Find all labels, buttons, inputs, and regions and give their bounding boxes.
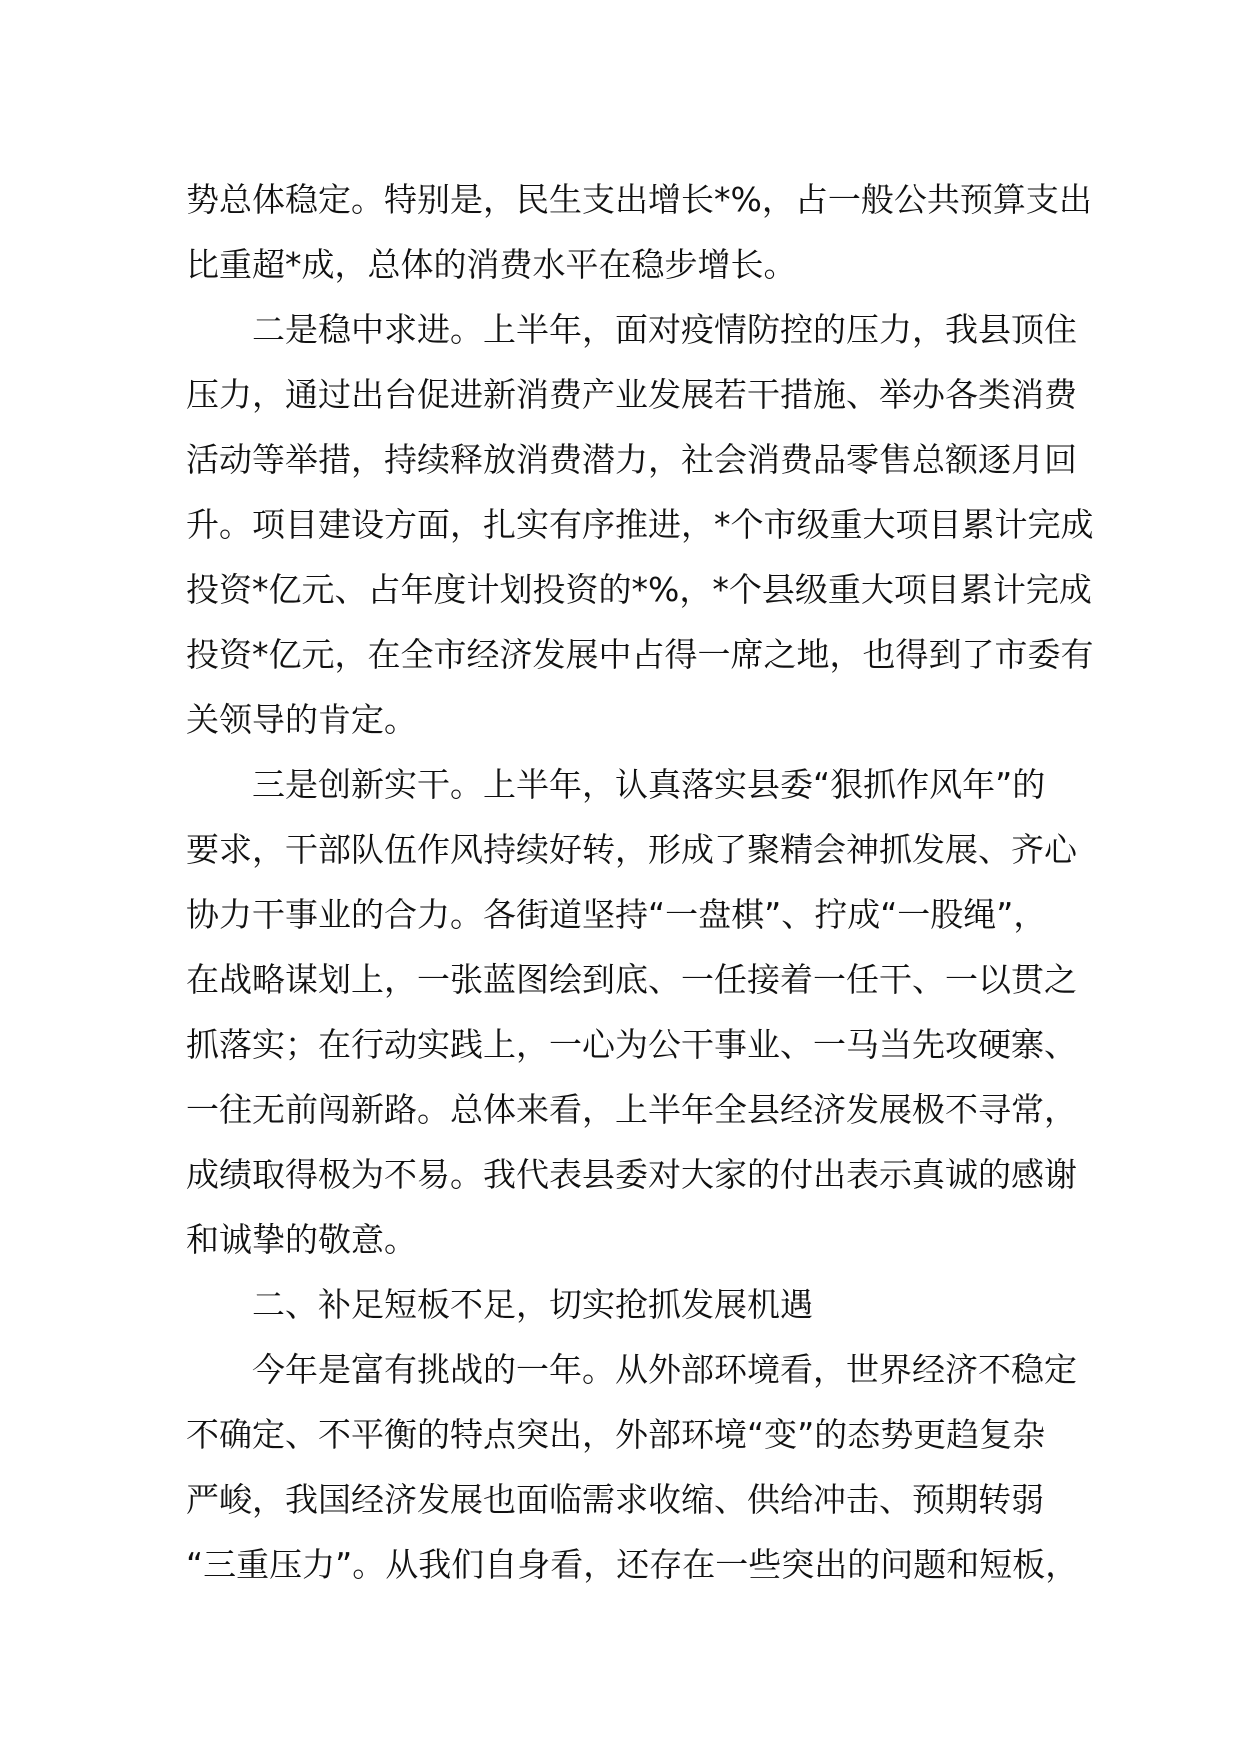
text-line: 投资*亿元、占年度计划投资的*%，*个县级重大项目累计完成 — [186, 570, 1092, 609]
text-line: 比重超*成，总体的消费水平在稳步增长。 — [186, 245, 797, 284]
text-line: 成绩取得极为不易。我代表县委对大家的付出表示真诚的感谢 — [186, 1155, 1077, 1194]
text-line: 三是创新实干。上半年，认真落实县委“狠抓作风年”的 — [252, 765, 1046, 804]
text-line: 升。项目建设方面，扎实有序推进，*个市级重大项目累计完成 — [186, 505, 1094, 544]
text-line: 要求，干部队伍作风持续好转，形成了聚精会神抓发展、齐心 — [186, 830, 1077, 869]
text-line: 抓落实；在行动实践上，一心为公干事业、一马当先攻硬寨、 — [186, 1025, 1077, 1064]
text-line: 严峻，我国经济发展也面临需求收缩、供给冲击、预期转弱 — [186, 1480, 1044, 1519]
text-line: 投资*亿元，在全市经济发展中占得一席之地，也得到了市委有 — [186, 635, 1094, 674]
text-line: 压力，通过出台促进新消费产业发展若干措施、举办各类消费 — [186, 375, 1077, 414]
text-line: 在战略谋划上，一张蓝图绘到底、一任接着一任干、一以贯之 — [186, 960, 1077, 999]
text-line: 和诚挚的敬意。 — [186, 1220, 417, 1259]
text-line: 势总体稳定。特别是，民生支出增长*%，占一般公共预算支出 — [186, 180, 1092, 219]
body-text — [186, 167, 1094, 1597]
text-line: 今年是富有挑战的一年。从外部环境看，世界经济不稳定 — [252, 1350, 1077, 1389]
text-line: “三重压力”。从我们自身看，还存在一些突出的问题和短板， — [186, 1545, 1079, 1584]
text-line: 二是稳中求进。上半年，面对疫情防控的压力，我县顶住 — [252, 310, 1077, 349]
text-line: 协力干事业的合力。各街道坚持“一盘棋”、拧成“一股绳”， — [186, 895, 1047, 934]
text-line: 活动等举措，持续释放消费潜力，社会消费品零售总额逐月回 — [186, 440, 1077, 479]
section-heading: 二、补足短板不足，切实抢抓发展机遇 — [252, 1285, 813, 1324]
text-line: 关领导的肯定。 — [186, 700, 417, 739]
text-line: 一往无前闯新路。总体来看，上半年全县经济发展极不寻常， — [186, 1090, 1077, 1129]
text-line: 不确定、不平衡的特点突出，外部环境“变”的态势更趋复杂 — [186, 1415, 1046, 1454]
